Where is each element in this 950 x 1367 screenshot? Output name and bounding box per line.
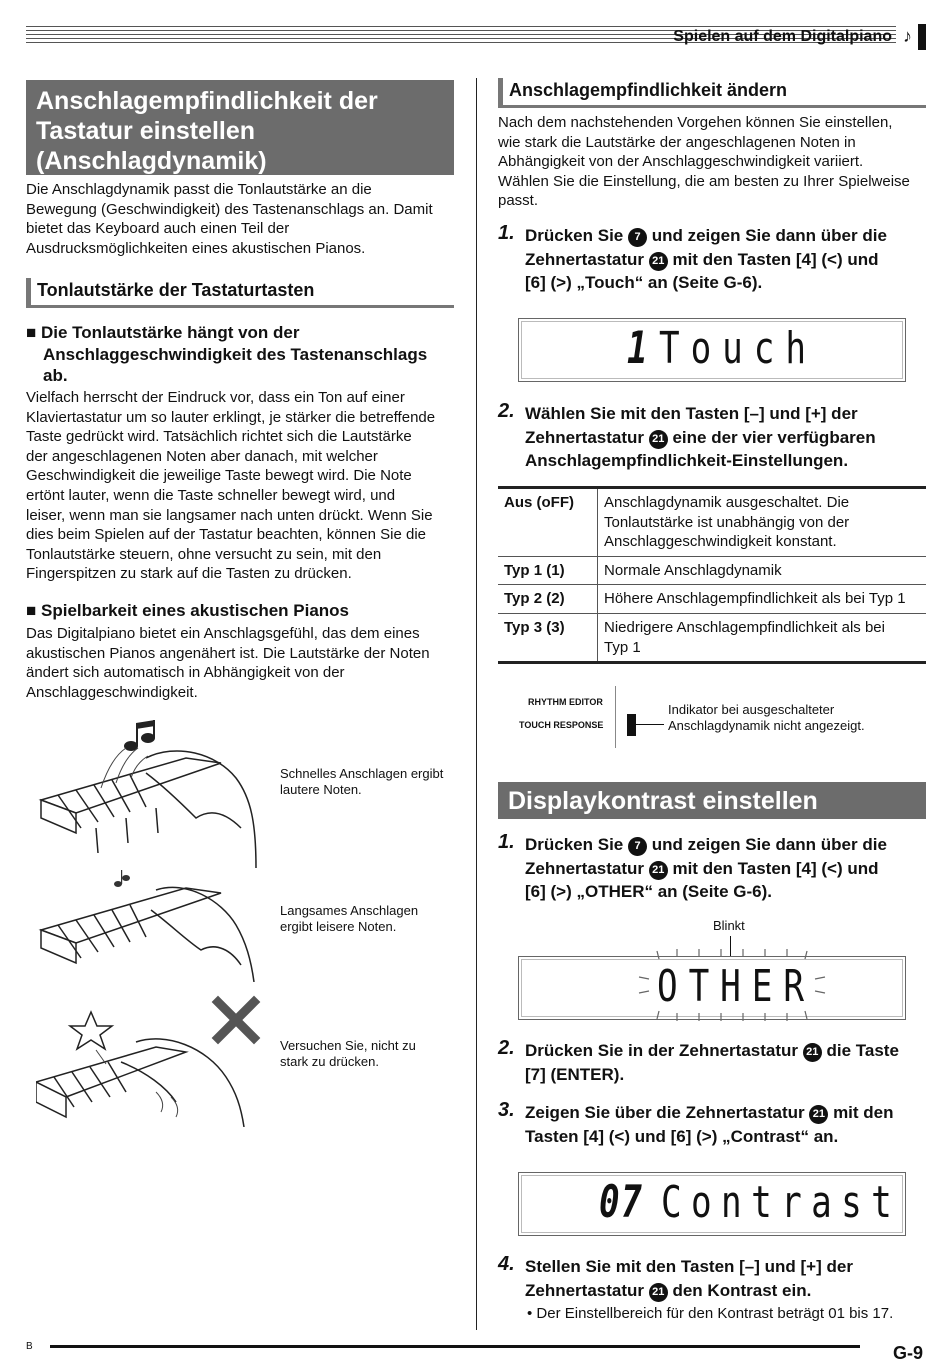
table-row: Typ 3 (3) Niedrigere Anschlagempfindlichkeit als bei Typ 1 [498,613,926,662]
fast-strike-illustration [36,718,268,868]
button-7-icon: 7 [628,837,647,856]
touch-response-label: TOUCH RESPONSE [519,720,604,730]
indicator-frame [615,686,616,748]
column-divider [476,78,477,1330]
step-1-touch: 1. Drücken Sie 7 und zeigen Sie dann über die Zehnertastatur 21 mit den Tasten [4] (<) und [6] (>) „Touch“ an (Seite G-6). [498,222,887,292]
lcd-contrast [518,1172,906,1236]
button-21-icon: 21 [803,1043,822,1062]
lcd-label: OTHER [657,961,815,1012]
button-7-icon: 7 [628,228,647,247]
blinkt-label: Blinkt [713,918,745,933]
bullet-text-speed: Vielfach herrscht der Eindruck vor, dass ein Ton auf einer Klaviertastatur um so lauter erklingt, je stärker die betreffende Taste gedrückt wird. Tatsächlich richtet sich die Lautstärke der angeschlagenen Noten aber danach, mit welcher Geschwindigkeit die jeweilige Taste bewegt wird. Die Note ertönt lauter, wenn die Taste schneller bewegt wird, und leiser, wenn man sie langsamer nach unten drückt. Wenn Sie dies beim Spielen auf der Tastatur beachten, können Sie die Tonlautstärke steuern, ohne versucht zu sein, mit den Fingerspitzen zu stark auf die Tasten zu drücken. [26,389,436,583]
table-row: Aus (oFF) Anschlagdynamik ausgeschaltet. Die Tonlautstärke ist unabhängig von der Anschlaggeschwindigkeit konstant. [498,488,926,557]
step-4-contrast: 4. Stellen Sie mit den Tasten [–] und [+] der Zehnertastatur 21 den Kontrast ein. [498,1253,853,1300]
lcd-value: 1 [627,323,659,374]
step-2-contrast: 2. Drücken Sie in der Zehnertastatur 21 die Taste [7] (ENTER). [498,1037,899,1084]
lcd-other [518,956,906,1020]
contrast-range-note: • Der Einstellbereich für den Kontrast beträgt 01 bis 17. [527,1305,894,1322]
change-intro: Nach dem nachstehenden Vorgehen können Sie einstellen, wie stark die Lautstärke der angeschlagenen Noten in Abhängigkeit von der Anschlaggeschwindigkeit variiert. Wählen Sie die Einstellung, die am besten zu Ihrer Spielweise passt. [498,114,910,210]
step-1-contrast: 1. Drücken Sie 7 und zeigen Sie dann über die Zehnertastatur 21 mit den Tasten [4] (<) und [6] (>) „OTHER“ an (Seite G-6). [498,831,887,901]
button-21-icon: 21 [649,252,668,271]
button-21-icon: 21 [809,1105,828,1124]
step-3-contrast: 3. Zeigen Sie über die Zehnertastatur 21 mit den Tasten [4] (<) und [6] (>) „Contrast“ an. [498,1099,894,1146]
lcd-label: Contrast [661,1177,902,1228]
button-21-icon: 21 [649,861,668,880]
header-tab [918,24,926,50]
lcd-label: Touch [659,323,817,374]
table-row: Typ 2 (2) Höhere Anschlagempfindlichkeit als bei Typ 1 [498,585,926,614]
bullet-heading-speed: ■ Die Tonlautstärke hängt von der Anschlaggeschwindigkeit des Tastenanschlags ab. [26,323,428,385]
bullet-heading-acoustic: ■ Spielbarkeit eines akustischen Pianos [26,601,350,620]
page-number: G-9 [893,1343,924,1363]
subheading-volume: Tonlautstärke der Tastaturtasten [26,278,454,308]
footer-code: B [26,1341,33,1352]
settings-table [498,486,926,664]
indicator-note: Indikator bei ausgeschalteter Anschlagdynamik nicht angezeigt. [668,702,865,733]
music-note-icon: ♪ [903,26,912,46]
intro-text: Die Anschlagdynamik passt die Tonlautstärke an die Bewegung (Geschwindigkeit) des Tastenanschlags an. Damit bietet das Keyboard auch einen Teil der Ausdrucksmöglichkeiten eines akustischen Pianos. [26,181,433,257]
caption-fast: Schnelles Anschlagen ergibt lautere Noten. [280,766,444,797]
button-21-icon: 21 [649,1283,668,1302]
hard-strike-illustration [36,992,268,1127]
caption-slow: Langsames Anschlagen ergibt leisere Noten. [280,903,419,934]
contrast-heading: Displaykontrast einstellen [498,782,926,819]
bullet-text-acoustic: Das Digitalpiano bietet ein Anschlagsgefühl, das dem eines akustischen Pianos angenähert ist. Die Lautstärke der Noten ändert sich automatisch in Abhängigkeit von der Anschlaggeschwindigkeit. [26,625,430,701]
button-21-icon: 21 [649,430,668,449]
main-heading: Anschlagempfindlichkeit der Tastatur einstellen (Anschlagdynamik) [26,80,454,175]
lcd-value: 07 [599,1177,644,1228]
indicator-mark [627,714,636,736]
slow-strike-illustration [36,870,268,982]
lcd-touch [518,318,906,382]
subheading-change: Anschlagempfindlichkeit ändern [498,78,926,108]
indicator-leader [636,724,664,725]
section-title: Spielen auf dem Digitalpiano [673,28,892,45]
table-row: Typ 1 (1) Normale Anschlagdynamik [498,556,926,585]
footer-rule [50,1345,860,1348]
caption-hard: Versuchen Sie, nicht zu stark zu drücken. [280,1038,416,1069]
step-2-touch: 2. Wählen Sie mit den Tasten [–] und [+] der Zehnertastatur 21 eine der vier verfügbaren Anschlagempfindlichkeit-Einstellungen. [498,400,876,470]
rhythm-editor-label: RHYTHM EDITOR [528,697,603,707]
